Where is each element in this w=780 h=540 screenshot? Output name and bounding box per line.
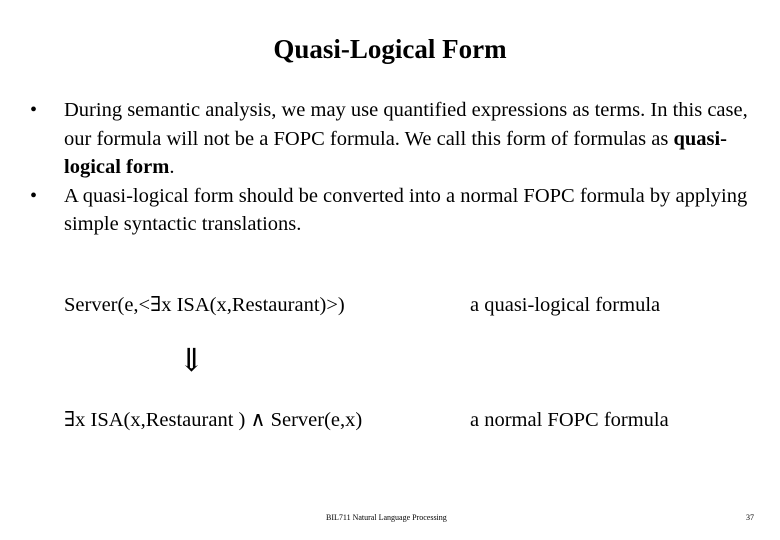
fopc-formula: ∃x ISA(x,Restaurant ) ∧ Server(e,x) <box>64 409 363 431</box>
bullet-2-text: A quasi-logical form should be converted into a normal FOPC formula by applying simple syntactic translations. <box>64 184 748 235</box>
bullet-item-1 <box>30 96 760 182</box>
bullet-1-text-end: . <box>169 156 175 178</box>
page-number: 37 <box>746 513 754 522</box>
bullet-1-text: During semantic analysis, we may use quantified expressions as terms. In this case, our formula will not be a FOPC formula. We call this form of formulas as <box>64 99 748 150</box>
down-double-arrow-icon: ⇓ <box>178 342 205 378</box>
bullet-marker: • <box>30 99 38 121</box>
footer-course: BIL711 Natural Language Processing <box>326 513 447 522</box>
bullet-1-emphasis: quasi-logical form <box>64 127 728 178</box>
quasi-logical-formula: Server(e,<∃x ISA(x,Restaurant)>) <box>64 294 345 316</box>
bullet-list <box>30 96 760 239</box>
quasi-logical-description: a quasi-logical formula <box>470 294 661 316</box>
fopc-description: a normal FOPC formula <box>470 409 669 431</box>
bullet-marker: • <box>30 184 38 207</box>
slide-title: Quasi-Logical Form <box>273 34 507 64</box>
bullet-item-2 <box>30 182 760 239</box>
